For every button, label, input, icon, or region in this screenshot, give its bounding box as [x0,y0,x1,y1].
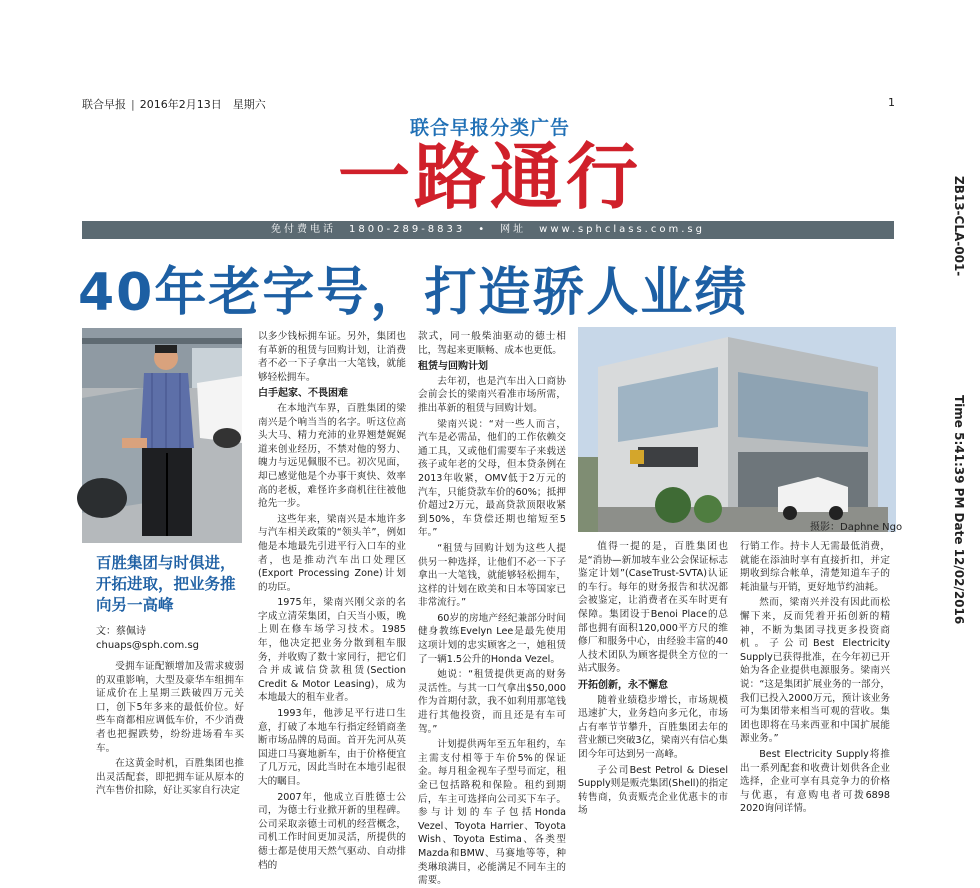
paragraph: 1993年，他涉足平行进口生意，打破了本地车行指定经销商垄断市场品牌的局面。首开先河从英国进口马赛地新车，由于价格便宜了几万元，因此当时在本地引起很大的瞩目。 [258,708,406,787]
paragraph: 以多少钱标拥车证。另外，集团也有革新的租赁与回购计划，让消费者不必一下子拿出一大笔钱，就能够轻松拥车。 [258,331,406,383]
paragraph: 随着业绩稳步增长，市场规模迅速扩大，业务趋向多元化，市场占有率节节攀升，百胜集团去年的营业额已突破3亿，梁南兴有信心集团今年可达到另一高峰。 [578,694,729,760]
byline-email: chuaps@sph.com.sg [96,640,200,651]
masthead-date: 2016年2月13日 [139,98,222,111]
photo-businessman [82,328,242,543]
paragraph: 2007年，他成立百胜德士公司，为德士行业掀开新的里程碑。公司采取亲德士司机的经营概念，司机工作时间更加灵活，所提供的德士都是使用天然气驱动、自动排档的 [258,791,406,871]
paragraph: 计划提供两年至五年租约，车主需支付相等于车价5%的保证金。每月租金视车子型号而定，租金已包括路税和保险。租约到期后，车主可选择向公司买下车子。参与计划的车子包括Honda Vezel、Toyota Harrier、Toyota Wish、Toyota Estima、各类型Mazda和BMW、马赛地等等，种类琳琅满目，必能满足不同车主的需要。 [418,739,566,887]
paragraph: 在这黄金时机，百胜集团也推出灵活配套，即把拥车证从原本的汽车售价扣除，好让买家自行决定 [96,758,244,797]
paragraph: 这些年来，梁南兴是本地许多与汽车相关政策的“领头羊”，例如他是本地最先引进平行入口车的业者，也是推动汽车出口处理区(Export Processing Zone)计划的功臣。 [258,513,406,593]
article-column-2 [258,330,406,871]
byline-author: 文：蔡佩诗 [96,626,146,637]
paragraph: 去年初，也是汽车出入口商协会前会长的梁南兴看准市场所需，推出革新的租赁与回购计划。 [418,375,566,414]
masthead-weekday: 星期六 [232,98,266,111]
masthead: 联合早报 | 2016年2月13日 星期六 [82,98,266,111]
paragraph: 受拥车证配额增加及需求疲弱的双重影响，大型及豪华车组拥车证成价在上星期三跌破四万元关口，创下5年多来的最低价位。好些车商都相应调低车价，不少消费者也把握跌势，纷纷进场看车买车。 [96,661,244,754]
paragraph: 值得一提的是，百胜集团也是“消协—新加坡车业公会保证标志鉴定计划”(CaseTrust-SVTA)认证的车行。每年的财务报告和状况都会被鉴定，让消费者在买车时更有保障。集团设于Benoi Place的总部也拥有面积120,000平方尺的维修厂和服务中心，由经验丰富的40人技术团队为顾客提供全方位的一站式服务。 [578,541,728,675]
photo-office-building [578,327,896,532]
subhead: 百胜集团与时俱进，开拓进取，把业务推向另一高峰 [96,554,236,614]
paragraph: 她说：“租赁提供更高的财务灵活性。与其一口气拿出$50,000作为首期付款，我不如利用那笔钱进行其他投资，而且还是有车可驾。” [418,669,566,735]
paragraph: 梁南兴说：“对一些人而言，汽车是必需品，他们的工作依赖交通工具，又或他们需要车子来载送孩子或年老的父母，但本贷条例在2013年收紧，OMV低于2万元的汽车，只能贷款车价的60%；抵押价超过2万元，最高贷款顶限收紧到50%，车贷偿还期也缩短至5年。” [418,418,566,539]
headline: 40年老字号，打造骄人业绩 [78,263,749,323]
byline [96,625,199,653]
contact-bar: 免付费电话 1800-289-8833 • 网址 www.sphclass.com.sg [82,221,894,239]
section-heading: 开拓创新，永不懈怠 [578,679,668,691]
paragraph: 子公司Best Petrol & Diesel Supply则是贩壳集团(Shell)的指定转售商，负责贩壳企业优惠卡的市场 [578,764,728,817]
paragraph: 1975年，梁南兴刚父亲的名字成立清荣集团，白天当小贩，晚上则在修车场学习技术。1985年，他决定把业务分散到租车服务，并收购了数十家同行，把它们合并成诚信贷款租赁(Section Credit & Motor Leasing)，成为本地最大的租车业者。 [258,597,406,704]
page-number: 1 [888,96,895,109]
article-column-5 [740,540,890,815]
side-code-bottom: Time 5:41:39 PM Date 12/02/2016 [952,395,966,625]
paragraph: 然而，梁南兴并没有因此而松懈下来，反而凭着开拓创新的精神，不断为集团寻找更多投资商机。子公司Best Electricity Supply已获得批准，在今年初已开始为各企业提供电源服务。梁南兴说：“这是集团扩展业务的一部分，我们已投入2000万元，预计该业务可为集团带来相当可观的营收。集团也即将在马来西亚和中国扩展能源业务。” [740,597,890,745]
article-column-1 [96,660,244,797]
section-title: 联合早报分类广告 [409,117,570,139]
paragraph: “租赁与回购计划为这些人提供另一种选择，让他们不必一下子拿出一大笔钱，就能够轻松拥车，这样的计划在欧美和日本等国家已非常流行。” [418,542,566,609]
big-title: 一路通行 [337,134,642,219]
section-heading: 租赁与回购计划 [418,361,488,373]
paragraph: 60岁的房地产经纪兼部分时间健身教练Evelyn Lee是最先使用这项计划的忠实顾客之一，她租赁了一辆1.5公升的Honda Vezel。 [418,612,566,665]
paragraph: 行销工作。持卡人无需最低消费，就能在添油时享有直接折扣，并定期收到综合帐单，清楚知道车子的耗油量与开销，更好地节约油耗。 [740,541,890,593]
section-heading: 白手起家、不畏困难 [258,388,348,400]
paragraph: 在本地汽车界，百胜集团的梁南兴是个响当当的名字。听这位高头大马、精力充沛的业界翘楚娓娓道来创业经历，不禁对他的努力、魄力与远见佩服不已。初次见面，却已感觉他是个办事干爽快、效率高的老板，难怪许多商机往往被他抢先一步。 [258,402,406,510]
side-code-top: ZB13-CLA-001- [952,176,966,277]
photo-credit: 摄影：Daphne Ngo [810,522,903,533]
paragraph: 款式，同一般柴油驱动的德士相比，驾起来更顺畅、成本也更低。 [418,331,566,356]
paragraph: Best Electricity Supply将推出一系列配套和收费计划供各企业选择，企业可享有具竞争力的价格与优惠，有意购电者可拨6898 2020询问详情。 [740,748,890,815]
article-column-3 [418,330,566,887]
masthead-paper: 联合早报 [82,98,126,111]
article-column-4 [578,540,729,817]
